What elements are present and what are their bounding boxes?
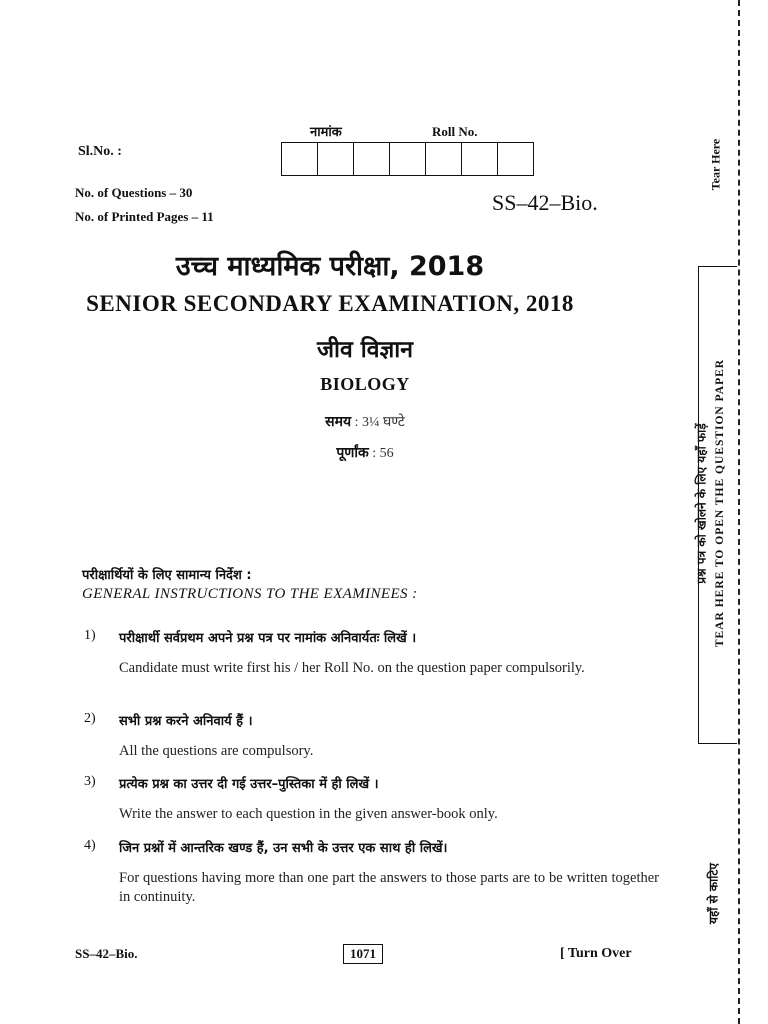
exam-title-hindi: उच्च माध्यमिक परीक्षा, 2018: [175, 251, 485, 282]
instruction-text: Write the answer to each question in the given answer-book only.: [119, 806, 498, 822]
maximum-marks: [0, 443, 730, 462]
instruction-hindi: परीक्षार्थी सर्वप्रथम अपने प्रश्न पत्र पर नामांक अनिवार्यतः लिखें ।: [119, 631, 417, 646]
roll-digit-box[interactable]: [426, 143, 462, 175]
page-code-box: 1071: [343, 944, 383, 964]
marks-value: : 56: [372, 446, 394, 461]
roll-digit-box[interactable]: [354, 143, 390, 175]
instruction-hindi: जिन प्रश्नों में आन्तरिक खण्ड हैं, उन सभी के उत्तर एक साथ ही लिखें।: [119, 841, 448, 856]
instruction-number: 1): [84, 628, 96, 643]
duration-value: : 3¼ घण्टे: [354, 415, 405, 430]
subject-hindi: जीव विज्ञान: [316, 337, 414, 363]
tear-instruction: TEAR HERE TO OPEN THE QUESTION PAPER: [714, 358, 726, 648]
duration-label: समय: [325, 414, 352, 430]
roll-number-label-hindi: नामांक: [310, 125, 342, 140]
subject-name: BIOLOGY: [320, 374, 410, 394]
instruction-number: 2): [84, 711, 96, 726]
instruction-number: 4): [84, 838, 96, 853]
roll-digit-box[interactable]: [318, 143, 354, 175]
instructions-heading-hindi: परीक्षार्थियों के लिए सामान्य निर्देश :: [82, 568, 252, 583]
instruction-hindi: प्रत्येक प्रश्न का उत्तर दी गई उत्तर–पुस्तिका में ही लिखें ।: [119, 777, 379, 792]
tear-here-label: Tear Here: [708, 138, 723, 191]
turn-over-note: [ Turn Over: [560, 946, 632, 961]
instruction-text: All the questions are compulsory.: [119, 743, 314, 759]
roll-digit-box[interactable]: [390, 143, 426, 175]
number-of-pages: No. of Printed Pages – 11: [75, 209, 214, 224]
instructions-heading: GENERAL INSTRUCTIONS TO THE EXAMINEES :: [82, 586, 418, 602]
serial-number-label: Sl.No. :: [78, 144, 122, 159]
cut-here-hindi: यहाँ से काटिए: [706, 862, 721, 925]
tear-line: [738, 0, 740, 1024]
roll-digit-box[interactable]: [498, 143, 533, 175]
exam-duration: [0, 412, 730, 431]
roll-digit-box[interactable]: [282, 143, 318, 175]
instruction-number: 3): [84, 774, 96, 789]
marks-label: पूर्णांक: [336, 445, 369, 461]
instruction-hindi: सभी प्रश्न करने अनिवार्य हैं ।: [119, 714, 253, 729]
exam-title: SENIOR SECONDARY EXAMINATION, 2018: [86, 291, 574, 316]
footer-paper-code: SS–42–Bio.: [75, 946, 138, 961]
number-of-questions: No. of Questions – 30: [75, 185, 193, 200]
instruction-text: Candidate must write first his / her Roll No. on the question paper compulsorily.: [119, 660, 585, 676]
roll-number-label: Roll No.: [432, 124, 478, 139]
paper-code: SS–42–Bio.: [492, 190, 598, 215]
roll-number-boxes[interactable]: [281, 142, 534, 176]
instruction-text: For questions having more than one part the answers to those parts are to be written together in continuity.: [119, 870, 659, 905]
roll-digit-box[interactable]: [462, 143, 498, 175]
tear-instruction-hindi: प्रश्न पत्र को खोलने के लिए यहाँ फाड़ें: [694, 423, 709, 584]
